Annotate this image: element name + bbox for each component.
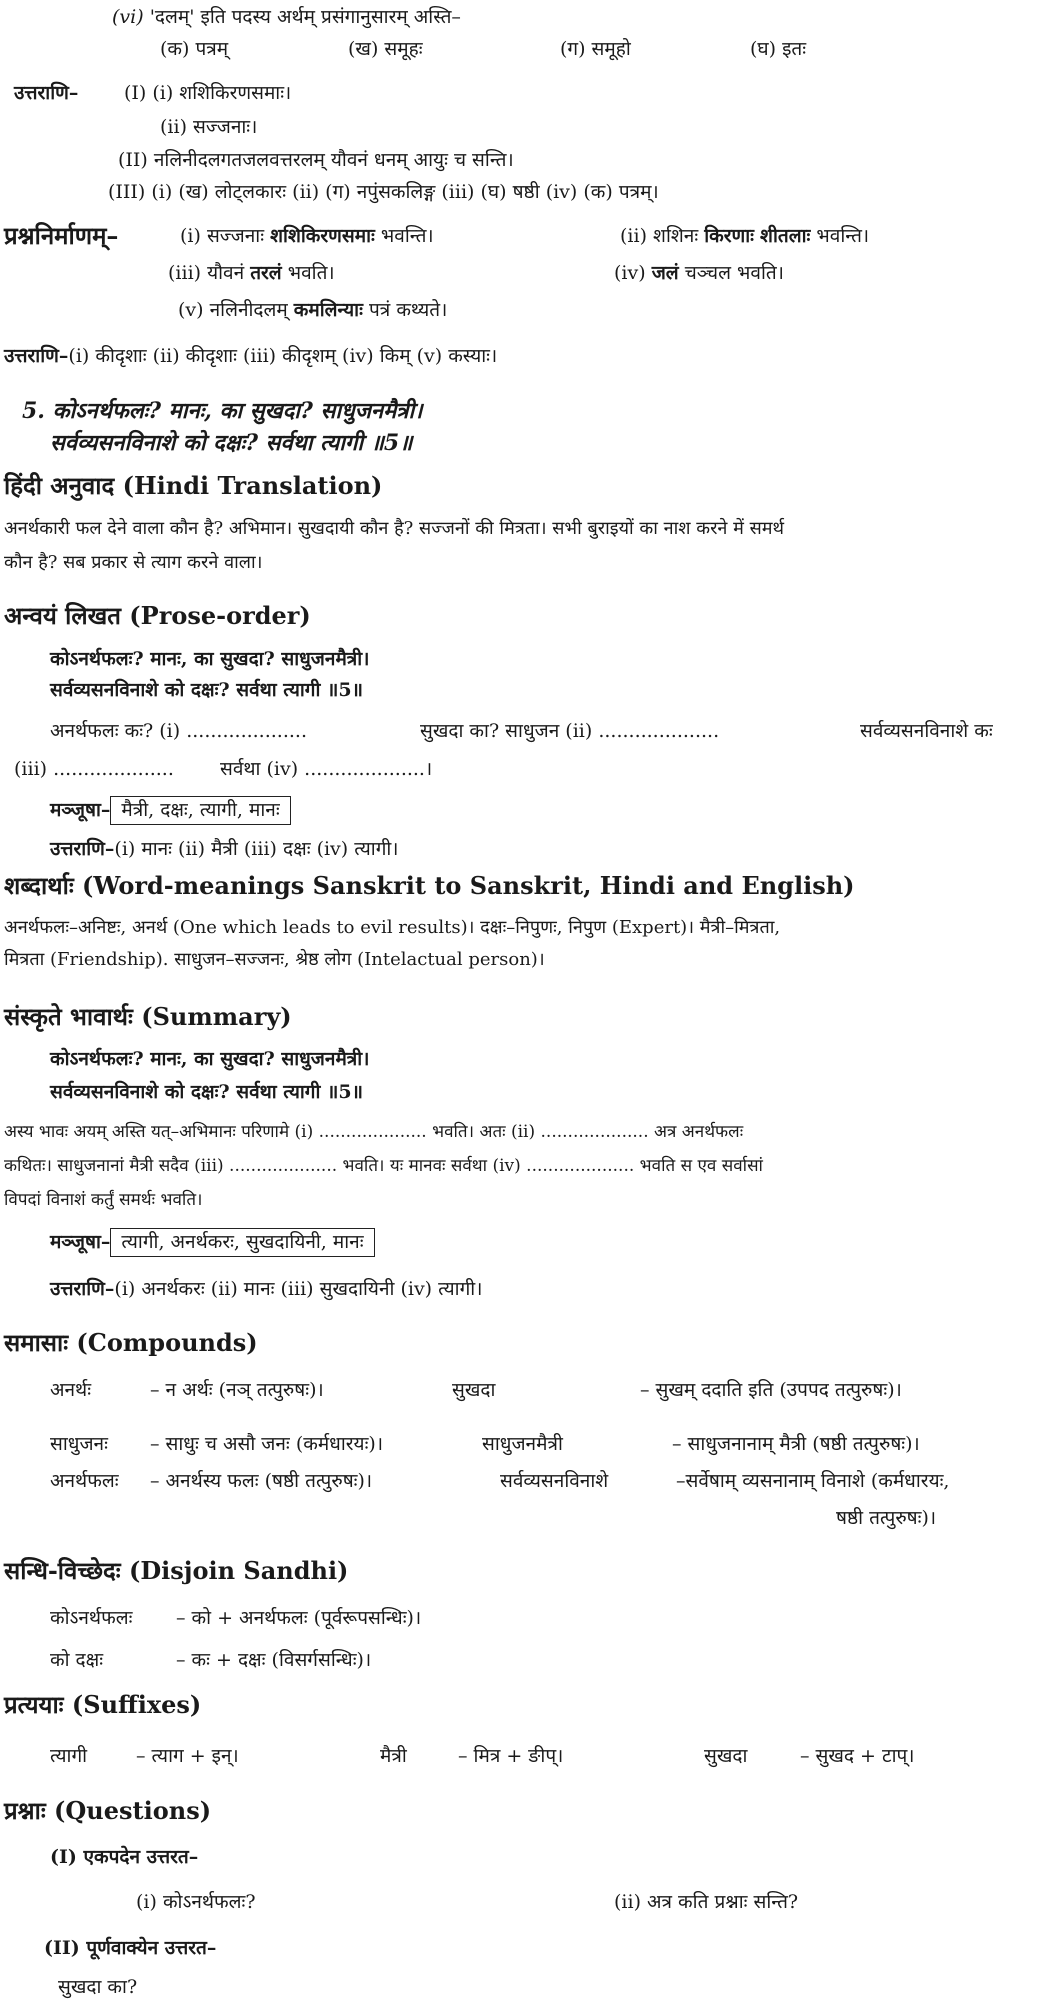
item-i: [180, 225, 434, 248]
word-box: त्यागी, अनर्थकरः, सुखदायिनी, मानः: [110, 1228, 374, 1257]
verse-line-1: 5. कोऽनर्थफलः? मानः, का सुखदा? साधुजनमैत्री।: [22, 398, 423, 424]
section-heading: हिंदी अनुवाद (Hindi Translation): [4, 471, 383, 500]
compound-meaning: – सुखम् ददाति इति (उपपद तत्पुरुषः)।: [640, 1379, 902, 1401]
compound-word: अनर्थः: [50, 1379, 92, 1401]
text: (iv): [614, 262, 646, 284]
paragraph-line: कौन है? सब प्रकार से त्याग करने वाला।: [4, 552, 263, 573]
answers-label: उत्तराणि–: [4, 345, 69, 367]
prashna-nirmanam-label: प्रश्ननिर्माणम्–: [4, 221, 119, 250]
section-heading: अन्वयं लिखत (Prose-order): [4, 601, 311, 630]
text: (i) सज्जनाः: [180, 225, 265, 247]
question-body: 'दलम्' इति पदस्य अर्थम् प्रसंगानुसारम् अस्ति–: [149, 6, 461, 28]
paragraph-line: अस्य भावः अयम् अस्ति यत्–अभिमानः परिणामे (i) .................... भवति। अतः (ii) .................... अत्र अनर्थफलः: [4, 1122, 744, 1142]
option-kha: (ख) समूहः: [348, 38, 423, 60]
bold-text: कमलिन्याः: [293, 299, 363, 321]
fill-blank-text: अनर्थफलः कः? (i) ....................: [50, 720, 307, 742]
compound-meaning: – न अर्थः (नञ् तत्पुरुषः)।: [150, 1379, 324, 1401]
bold-text: शीतलाः: [760, 225, 811, 247]
word-box-row: [50, 796, 291, 825]
text: (iii) यौवनं: [168, 262, 245, 284]
item-iii: [168, 262, 335, 285]
question-I-ii: (ii) अत्र कति प्रश्नाः सन्ति?: [614, 1891, 799, 1913]
verse-line-1: कोऽनर्थफलः? मानः, का सुखदा? साधुजनमैत्री।: [50, 648, 370, 670]
suffix-word: सुखदा: [704, 1745, 748, 1767]
text: चञ्चल भवति।: [684, 262, 784, 284]
answer-II: (II) नलिनीदलगतजलवत्तरलम् यौवनं धनम् आयुः च सन्ति।: [118, 149, 514, 171]
compound-meaning: –सर्वेषाम् व्यसनानाम् विनाशे (कर्मधारयः,: [676, 1470, 950, 1492]
bold-text: तरलं: [250, 262, 282, 284]
sandhi-word: को दक्षः: [50, 1649, 104, 1671]
fill-blank-text: (iii) ....................: [14, 758, 174, 780]
word-box-row: [50, 1228, 375, 1257]
item-ii: [620, 225, 869, 248]
compound-meaning-cont: षष्ठी तत्पुरुषः)।: [836, 1507, 937, 1529]
answers-label: उत्तराणि–: [50, 838, 115, 860]
question-I-i: (i) कोऽनर्थफलः?: [136, 1891, 256, 1913]
text: (ii) शशिनः: [620, 225, 699, 247]
compound-meaning: – अनर्थस्य फलः (षष्ठी तत्पुरुषः)।: [150, 1470, 373, 1492]
answers: [50, 838, 399, 861]
section-heading: प्रत्ययाः (Suffixes): [4, 1690, 202, 1719]
section-heading: संस्कृते भावार्थः (Summary): [4, 1002, 292, 1031]
text: भवन्ति।: [816, 225, 870, 247]
paragraph-line: कथितः। साधुजनानां मैत्री सदैव (iii) .................... भवति। यः मानवः सर्वथा (iv) .................... भवति स एव सर्वासां: [4, 1156, 763, 1176]
answers: [50, 1278, 482, 1301]
suffix-word: मैत्री: [380, 1745, 407, 1767]
answer-I-i: (I) (i) शशिकिरणसमाः।: [124, 82, 292, 104]
item-iv: [614, 262, 784, 285]
compound-word: साधुजनमैत्री: [482, 1433, 563, 1455]
sandhi-word: कोऽनर्थफलः: [50, 1607, 133, 1629]
answers-text: (i) कीदृशाः (ii) कीदृशाः (iii) कीदृशम् (iv) किम् (v) कस्याः।: [68, 345, 498, 367]
section-heading: शब्दार्थाः (Word-meanings Sanskrit to Sanskrit, Hindi and English): [4, 871, 855, 900]
text: भवति।: [287, 262, 335, 284]
word-box: मैत्री, दक्षः, त्यागी, मानः: [110, 796, 290, 825]
compound-word: सर्वव्यसनविनाशे: [500, 1470, 609, 1492]
text: पत्रं कथ्यते।: [369, 299, 448, 321]
question-number: (vi): [112, 6, 144, 28]
bold-text: शशिकिरणसमाः: [270, 225, 375, 247]
section-heading: समासाः (Compounds): [4, 1328, 258, 1357]
question-group-I-label: (I) एकपदेन उत्तरत–: [50, 1846, 199, 1868]
answers-label: उत्तराणि–: [50, 1278, 115, 1300]
answers-text: (i) मानः (ii) मैत्री (iii) दक्षः (iv) त्यागी।: [114, 838, 399, 860]
answers-label: उत्तराणि–: [14, 82, 79, 104]
suffix-word: त्यागी: [50, 1745, 88, 1767]
answers-text: (i) अनर्थकरः (ii) मानः (iii) सुखदायिनी (iv) त्यागी।: [114, 1278, 483, 1300]
sandhi-split: – को + अनर्थफलः (पूर्वरूपसन्धिः)।: [176, 1607, 422, 1629]
question-text: [112, 6, 461, 29]
verse-line-2: सर्वव्यसनविनाशे को दक्षः? सर्वथा त्यागी ॥5॥: [50, 1081, 363, 1103]
paragraph-line: अनर्थफलः–अनिष्टः, अनर्थ (One which leads to evil results)। दक्षः–निपुणः, निपुण (Expert)। मैत्री–मित्रता,: [4, 917, 781, 938]
compound-meaning: – साधुजनानाम् मैत्री (षष्ठी तत्पुरुषः)।: [672, 1433, 920, 1455]
answer-III: (III) (i) (ख) लोट्लकारः (ii) (ग) नपुंसकलिङ्ग (iii) (घ) षष्ठी (iv) (क) पत्रम्।: [108, 181, 659, 203]
option-gha: (घ) इतः: [750, 38, 807, 60]
section-heading: प्रश्नाः (Questions): [4, 1796, 212, 1825]
question-II: सुखदा का?: [58, 1976, 138, 1998]
paragraph-line: मित्रता (Friendship). साधुजन–सज्जनः, श्रेष्ठ लोग (Intelactual person)।: [4, 949, 545, 970]
verse-line-2: सर्वव्यसनविनाशे को दक्षः? सर्वथा त्यागी ॥5॥: [50, 679, 363, 701]
verse-line-2: सर्वव्यसनविनाशे को दक्षः? सर्वथा त्यागी ॥5॥: [50, 430, 413, 456]
question-group-II-label: (II) पूर्णवाक्येन उत्तरत–: [44, 1937, 217, 1959]
suffix-split: – त्याग + इन्।: [136, 1745, 239, 1767]
answer-I-ii: (ii) सज्जनाः।: [160, 116, 258, 138]
suffix-split: – सुखद + टाप्।: [800, 1745, 915, 1767]
paragraph-line: विपदां विनाशं कर्तुं समर्थः भवति।: [4, 1190, 203, 1210]
section-heading: सन्धि-विच्छेदः (Disjoin Sandhi): [4, 1556, 349, 1585]
paragraph-line: अनर्थकारी फल देने वाला कौन है? अभिमान। सुखदायी कौन है? सज्जनों की मित्रता। सभी बुराइयों का नाश करने में समर्थ: [4, 518, 785, 539]
bold-text: जलं: [651, 262, 679, 284]
text: भवन्ति।: [380, 225, 434, 247]
word-box-label: मञ्जूषा–: [50, 1231, 111, 1253]
verse-line-1: कोऽनर्थफलः? मानः, का सुखदा? साधुजनमैत्री।: [50, 1048, 370, 1070]
compound-word: सुखदा: [452, 1379, 496, 1401]
fill-blank-text: सर्वव्यसनविनाशे कः: [860, 720, 993, 742]
text: (v) नलिनीदलम्: [178, 299, 288, 321]
bold-text: किरणाः: [704, 225, 754, 247]
option-ka: (क) पत्रम्: [160, 38, 229, 60]
compound-word: अनर्थफलः: [50, 1470, 119, 1492]
suffix-split: – मित्र + ङीप्।: [458, 1745, 564, 1767]
sandhi-split: – कः + दक्षः (विसर्गसन्धिः)।: [176, 1649, 372, 1671]
option-ga: (ग) समूहो: [560, 38, 631, 60]
compound-word: साधुजनः: [50, 1433, 108, 1455]
compound-meaning: – साधुः च असौ जनः (कर्मधारयः)।: [150, 1433, 384, 1455]
fill-blank-text: सर्वथा (iv) ....................।: [220, 758, 433, 780]
answers-2: [4, 345, 497, 368]
word-box-label: मञ्जूषा–: [50, 799, 111, 821]
fill-blank-text: सुखदा का? साधुजन (ii) ....................: [420, 720, 720, 742]
item-v: [178, 299, 447, 322]
